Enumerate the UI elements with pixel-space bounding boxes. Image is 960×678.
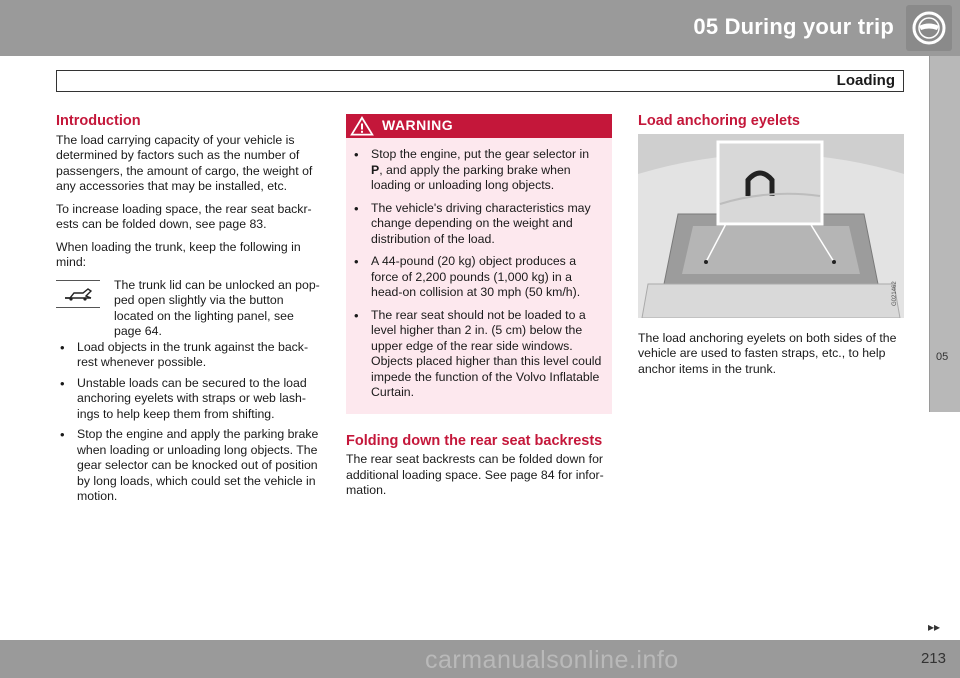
steering-wheel-icon [911,10,947,46]
chapter-side-tab[interactable] [929,56,960,412]
anchoring-text: The load anchoring eyelets on both sides of the vehicle are used to fasten straps, etc., to help anchor items in the trunk. [638,330,897,376]
warning-column [346,114,612,506]
image-code: G021462 [892,280,898,306]
trunk-photo [638,134,904,318]
gear-position-p: P [371,162,380,177]
list-item: • A 44-pound (20 kg) object produces a force of 2,200 pounds (1,000 kg) in a head-on collision at 30 mph (50 km/h). [350,254,604,301]
list-item: • The rear seat should not be loaded to a level higher than 2 in. (5 cm) below the upper edge of the rear side windows. Objects placed higher than this level could impede the function of the Volvo Inflatable Curtain. [350,308,604,401]
warning-title: WARNING [382,117,454,133]
page-number: 213 [920,650,946,667]
warning-text: , and apply the parking brake when loading or unloading long objects. [371,162,571,192]
folding-text: The rear seat backrests can be folded down for additional loading space. See page 84 for infor-mation. [346,452,604,497]
trunk-photo-illustration [638,134,904,318]
intro-bullet-list [56,340,322,505]
trunk-note-text: The trunk lid can be unlocked an pop-ped open slightly via the button located on the lighting panel, see page 64. [114,277,320,338]
introduction-heading: Introduction [56,113,141,129]
list-item: • Load objects in the trunk against the back-rest whenever possible. [56,340,322,371]
intro-paragraph: To increase loading space, the rear seat backr-ests can be folded down, see page 83. [56,201,312,231]
list-item [350,147,604,194]
next-page-arrows[interactable]: ▸▸ [927,620,940,634]
list-item: • Unstable loads can be secured to the load anchoring eyelets with straps or web lash-ings to help keep them from shifting. [56,376,322,423]
trunk-note [56,278,322,340]
section-bar [56,70,904,92]
warning-bullet-list [346,138,612,401]
header-bar [0,0,960,56]
trunk-icon-box [56,280,100,308]
chapter-title: 05 During your trip [693,14,894,39]
introduction-column [56,114,322,510]
intro-paragraph: When loading the trunk, keep the following in mind: [56,239,301,269]
open-trunk-icon [64,286,92,302]
anchoring-column [638,114,904,384]
list-item: • The vehicle's driving characteristics may change depending on the weight and distribution of the load. [350,201,604,248]
warning-triangle-icon [350,116,374,136]
watermark: carmanualsonline.info [425,646,679,674]
intro-paragraph: The load carrying capacity of your vehicle is determined by factors such as the number of passengers, the amount of cargo, the weight of any accessories that may be installed, etc. [56,132,313,193]
warning-box [346,114,612,414]
section-title: Loading [836,72,895,89]
warning-text: Stop the engine, put the gear selector in [371,147,590,161]
list-item: • Stop the engine and apply the parking brake when loading or unloading long objects. The gear selector can be knocked out of position by long loads, which could set the vehicle in motion. [56,427,322,505]
chapter-side-tab-number: 05 [936,351,949,363]
warning-header [346,114,612,138]
anchoring-heading: Load anchoring eyelets [638,113,800,129]
chapter-icon-box [906,5,952,51]
folding-heading: Folding down the rear seat backrests [346,432,603,449]
